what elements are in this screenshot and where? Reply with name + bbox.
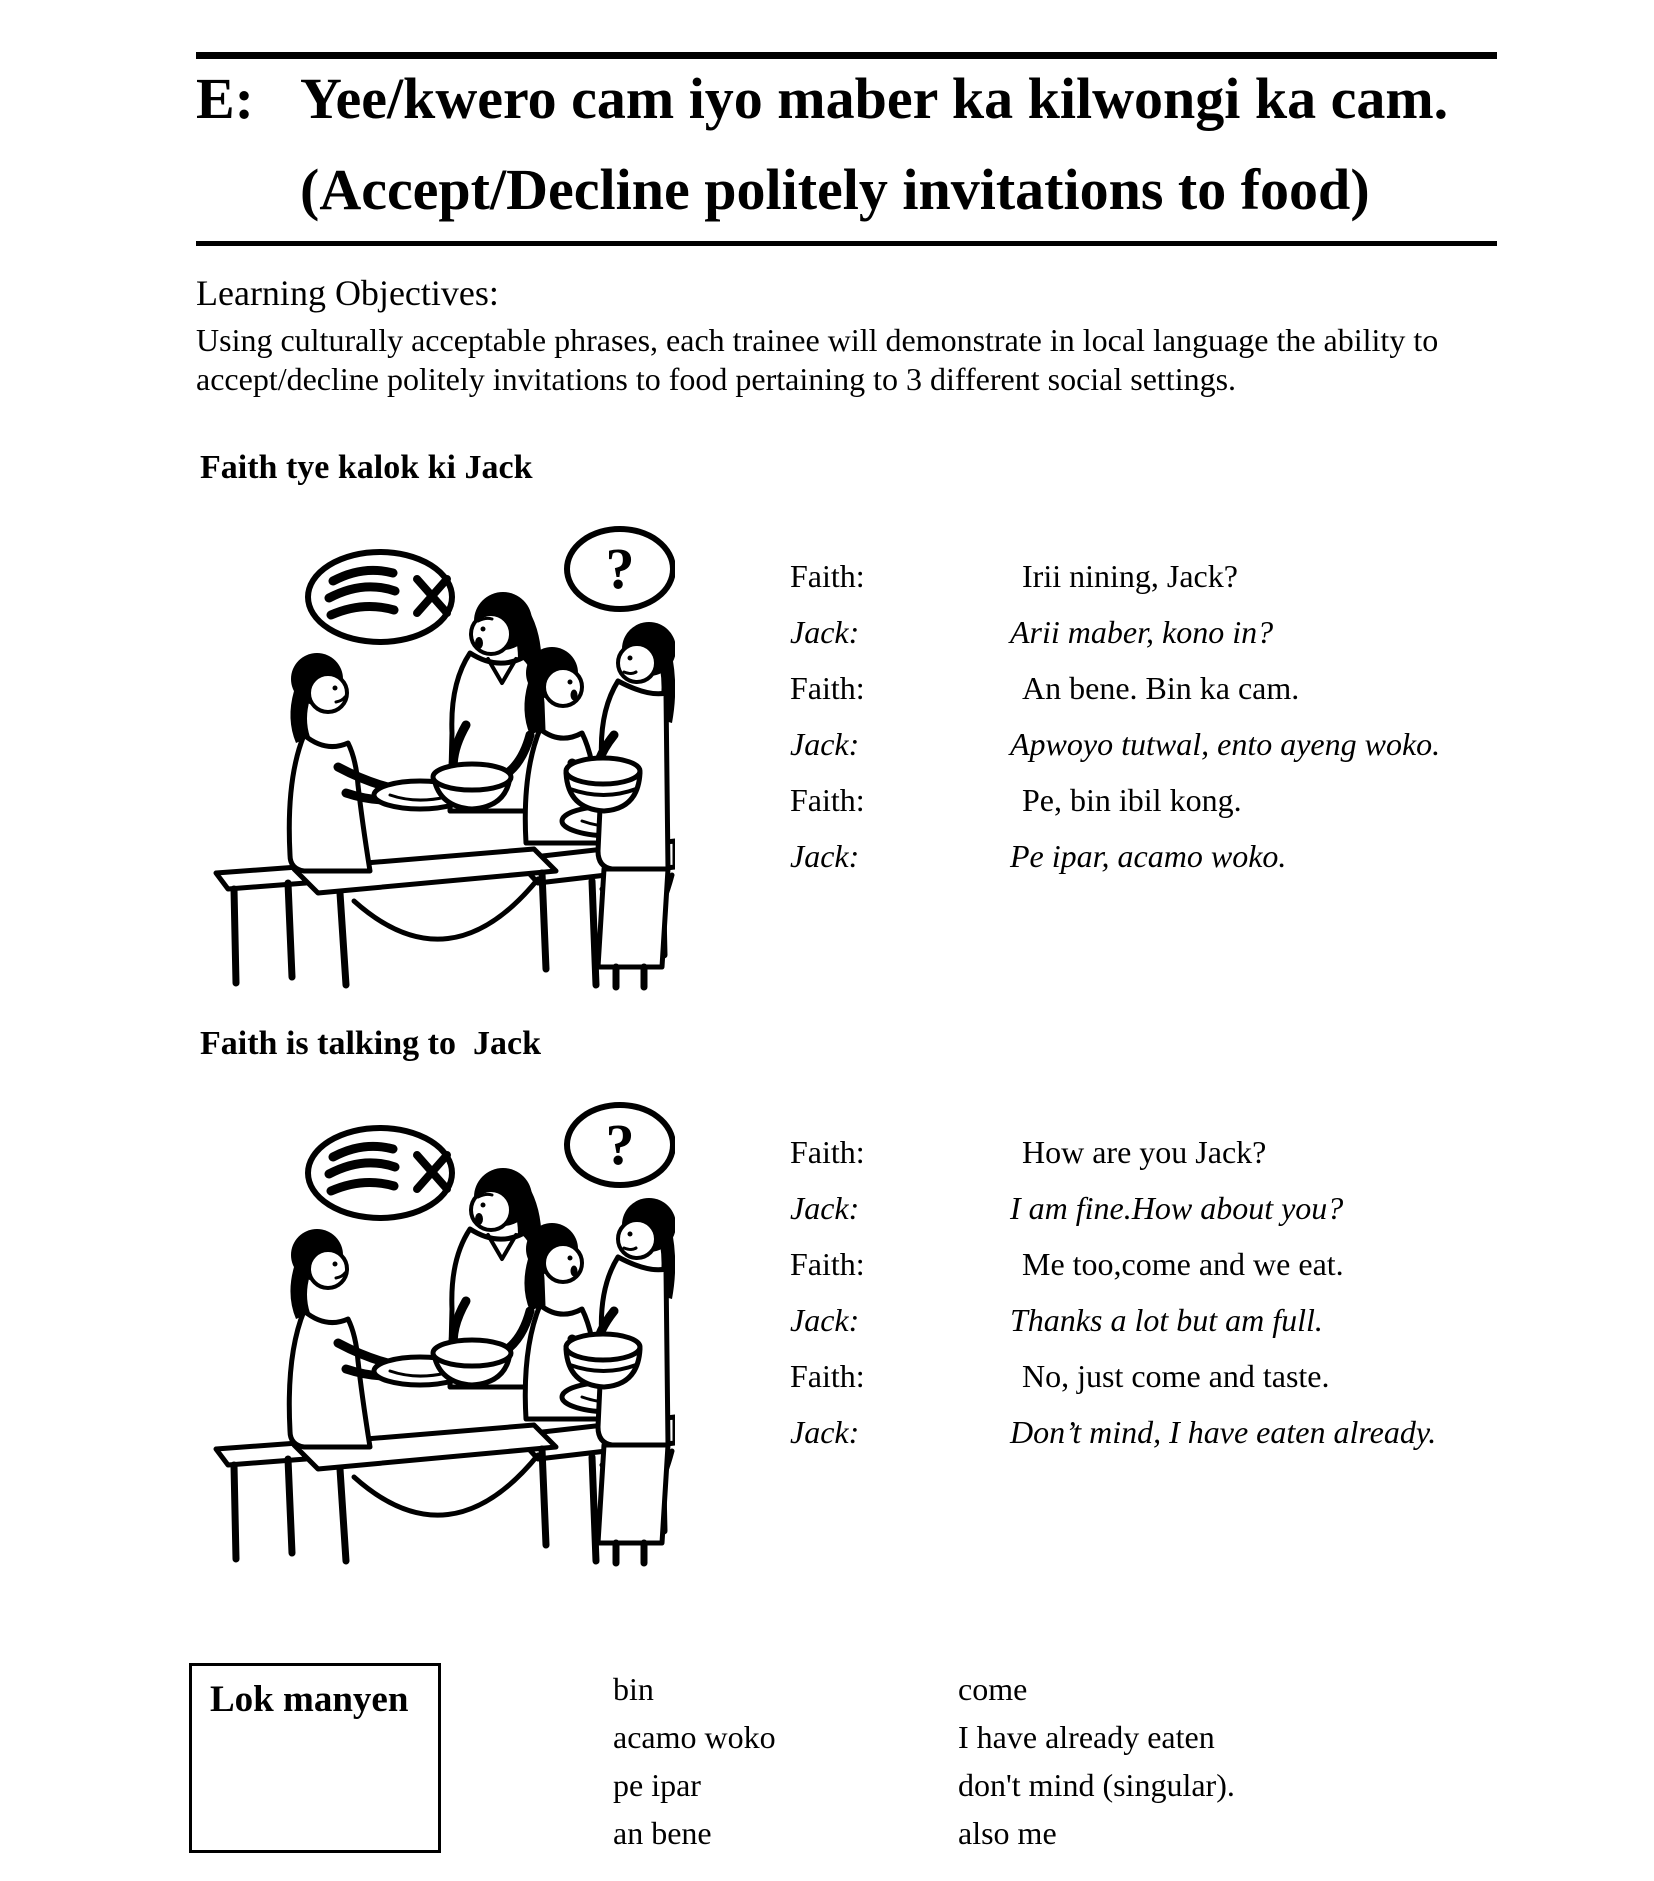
dialogue-row bbox=[790, 1413, 1467, 1451]
vocab-definitions-column bbox=[958, 1665, 1235, 1857]
dialogue-line: Don’t mind, I have eaten already. bbox=[1010, 1414, 1437, 1451]
speaker-label: Jack: bbox=[790, 1302, 860, 1339]
dialogue-line: Irii nining, Jack? bbox=[1022, 558, 1238, 595]
title-block bbox=[196, 52, 1497, 246]
dialogue-row bbox=[790, 781, 1467, 819]
speaker-label: Faith: bbox=[790, 1246, 865, 1283]
vocab-definition: don't mind (singular). bbox=[958, 1767, 1235, 1804]
dialogue-line: Arii maber, kono in? bbox=[1010, 614, 1274, 651]
dialogue-line: How are you Jack? bbox=[1022, 1134, 1267, 1171]
vocab-list bbox=[613, 1663, 1235, 1857]
dialogue-line: No, just come and taste. bbox=[1022, 1358, 1330, 1395]
objectives-heading: Learning Objectives: bbox=[196, 272, 499, 313]
vocab-term: pe ipar bbox=[613, 1767, 701, 1804]
speaker-label: Faith: bbox=[790, 782, 865, 819]
dialogue-row bbox=[790, 1245, 1467, 1283]
dialogue-row bbox=[790, 669, 1467, 707]
page-title-line bbox=[196, 66, 1497, 131]
vocab-definition: also me bbox=[958, 1815, 1057, 1852]
vocabulary-section bbox=[189, 1663, 1654, 1857]
dialogue-row bbox=[790, 1301, 1467, 1339]
speaker-label: Jack: bbox=[790, 1414, 860, 1451]
vocab-term: an bene bbox=[613, 1815, 712, 1852]
dialogue-line: Pe ipar, acamo woko. bbox=[1010, 838, 1287, 875]
section-heading-acholi: Faith tye kalok ki Jack bbox=[200, 449, 533, 487]
vocab-definition: come bbox=[958, 1671, 1028, 1708]
section-1-content bbox=[200, 521, 1654, 991]
speaker-label: Jack: bbox=[790, 726, 860, 763]
speaker-label: Faith: bbox=[790, 670, 865, 707]
learning-objectives bbox=[196, 272, 1534, 399]
section-heading-english: Faith is talking to Jack bbox=[200, 1025, 541, 1063]
speaker-label: Jack: bbox=[790, 614, 860, 651]
scene-illustration bbox=[200, 521, 675, 991]
speaker-label: Jack: bbox=[790, 1190, 860, 1227]
dialogue-line: Pe, bin ibil kong. bbox=[1022, 782, 1242, 819]
dialogue-row bbox=[790, 1133, 1467, 1171]
vocab-term: bin bbox=[613, 1671, 654, 1708]
objectives-text: Using culturally acceptable phrases, each trainee will demonstrate in local language the ability to accept/decline politely invitations to food pertaining to 3 different social settings. bbox=[196, 321, 1439, 397]
dialogue-row bbox=[790, 1189, 1467, 1227]
dialogue-row bbox=[790, 725, 1467, 763]
dialogue-row bbox=[790, 1357, 1467, 1395]
vocab-terms-column bbox=[613, 1665, 958, 1857]
dialogue-line: Me too,come and we eat. bbox=[1022, 1246, 1344, 1283]
section-2-content bbox=[200, 1097, 1654, 1567]
vocab-term: acamo woko bbox=[613, 1719, 776, 1756]
dialogue-acholi bbox=[790, 521, 1467, 893]
page-subtitle: (Accept/Decline politely invitations to food) bbox=[300, 156, 1370, 222]
dialogue-line: Thanks a lot but am full. bbox=[1010, 1302, 1323, 1339]
dialogue-row bbox=[790, 837, 1467, 875]
page-title: Yee/kwero cam iyo maber ka kilwongi ka cam. bbox=[300, 66, 1449, 131]
dialogue-row bbox=[790, 557, 1467, 595]
speaker-label: Faith: bbox=[790, 1134, 865, 1171]
dialogue-line: Apwoyo tutwal, ento ayeng woko. bbox=[1010, 726, 1441, 763]
section-letter: E: bbox=[196, 66, 254, 131]
dialogue-english bbox=[790, 1097, 1467, 1469]
vocab-definition: I have already eaten bbox=[958, 1719, 1215, 1756]
scene-illustration bbox=[200, 1097, 675, 1567]
speaker-label: Jack: bbox=[790, 838, 860, 875]
speaker-label: Faith: bbox=[790, 558, 865, 595]
dialogue-line: An bene. Bin ka cam. bbox=[1022, 670, 1300, 707]
dialogue-row bbox=[790, 613, 1467, 651]
vocab-box-label: Lok manyen bbox=[210, 1679, 409, 1721]
vocab-box bbox=[189, 1663, 441, 1853]
speaker-label: Faith: bbox=[790, 1358, 865, 1395]
dialogue-line: I am fine.How about you? bbox=[1010, 1190, 1344, 1227]
